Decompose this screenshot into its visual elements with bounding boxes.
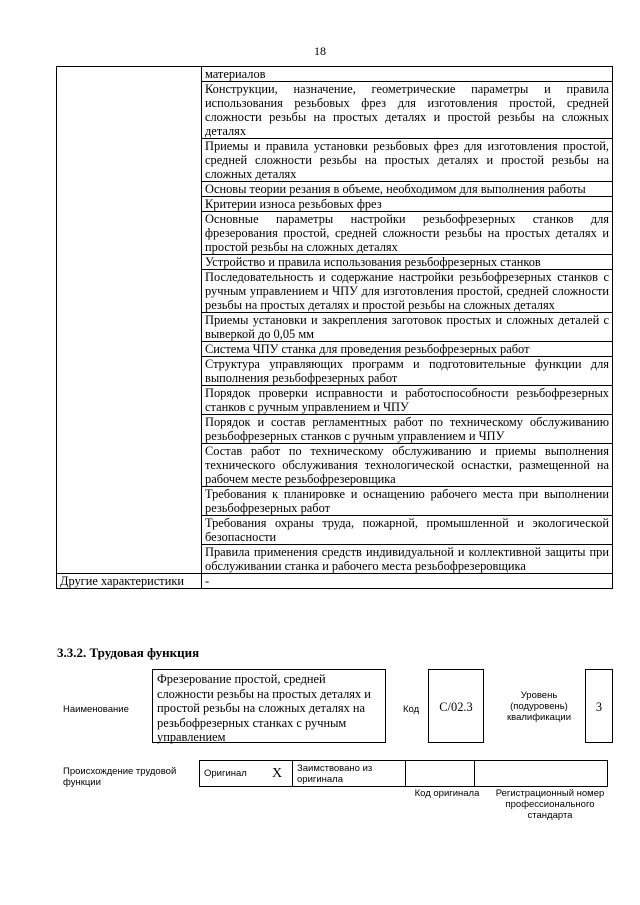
table-cell: Состав работ по техническому обслуживанию и приемы выполнения технического обслуживания технологической оснастки, размещенной на рабочем месте резьбофрезеровщика bbox=[202, 444, 613, 487]
original-label: Оригинал bbox=[200, 761, 263, 787]
table-row bbox=[200, 761, 608, 787]
table-row bbox=[57, 574, 613, 589]
origin-label: Происхождение трудовой функции bbox=[63, 766, 177, 788]
original-code-cell bbox=[406, 761, 475, 787]
code-value: С/02.3 bbox=[428, 669, 484, 743]
table-cell: Порядок проверки исправности и работоспособности резьбофрезерных станков с ручным управлением и ЧПУ bbox=[202, 386, 613, 415]
table-cell: Требования охраны труда, пожарной, промышленной и экологической безопасности bbox=[202, 516, 613, 545]
registration-number-cell bbox=[475, 761, 608, 787]
origin-table bbox=[199, 760, 608, 787]
table-cell: Структура управляющих программ и подготовительные функции для выполнения резьбофрезерных работ bbox=[202, 357, 613, 386]
original-mark: X bbox=[262, 761, 293, 787]
table-row bbox=[57, 67, 613, 82]
other-characteristics-label: Другие характеристики bbox=[57, 574, 202, 589]
code-label: Код bbox=[403, 704, 420, 715]
level-label: Уровень (подуровень) квалификации bbox=[506, 690, 572, 723]
table-cell: Правила применения средств индивидуальной и коллективной защиты при обслуживании станка и рабочего места резьбофрезеровщика bbox=[202, 545, 613, 574]
table-cell: Требования к планировке и оснащению рабочего места при выполнении резьбофрезерных работ bbox=[202, 487, 613, 516]
other-characteristics-value: - bbox=[202, 574, 613, 589]
section-title: 3.3.2. Трудовая функция bbox=[57, 645, 200, 660]
page-number: 18 bbox=[314, 44, 326, 58]
table-cell: Конструкции, назначение, геометрические параметры и правила использования резьбовых фрез для изготовления простой, средней сложности резьбы на простых деталях и простой резьбы на сложных деталях bbox=[202, 82, 613, 139]
table-cell: Порядок и состав регламентных работ по техническому обслуживанию резьбофрезерных станков с ручным управлением и ЧПУ bbox=[202, 415, 613, 444]
borrowed-label: Заимствовано из оригинала bbox=[293, 761, 406, 787]
name-label: Наименование bbox=[63, 704, 129, 715]
table-cell: Последовательность и содержание настройки резьбофрезерных станков с ручным управлением и ЧПУ для изготовления простой, средней сложности резьбы на простых деталях и простой резьбы на сложных деталях bbox=[202, 270, 613, 313]
table-cell: Основы теории резания в объеме, необходимом для выполнения работы bbox=[202, 182, 613, 197]
table-cell: Приемы и правила установки резьбовых фрез для изготовления простой, средней сложности резьбы на простых деталях и простой резьбы на сложных деталях bbox=[202, 139, 613, 182]
original-code-label: Код оригинала bbox=[414, 788, 480, 799]
table-cell: Система ЧПУ станка для проведения резьбофрезерных работ bbox=[202, 342, 613, 357]
table-cell: Основные параметры настройки резьбофрезерных станков для фрезерования простой, средней сложности резьбы на простых деталях и простой резьбы на сложных деталях bbox=[202, 212, 613, 255]
knowledge-table bbox=[56, 66, 613, 589]
table-left-cell bbox=[57, 67, 202, 574]
name-value: Фрезерование простой, средней сложности резьбы на простых деталях и простой резьбы на сложных деталях на резьбофрезерных станках с ручным управлением bbox=[152, 669, 386, 743]
level-value: 3 bbox=[585, 669, 613, 743]
registration-number-label: Регистрационный номер профессионального стандарта bbox=[495, 788, 605, 821]
table-cell: Устройство и правила использования резьбофрезерных станков bbox=[202, 255, 613, 270]
table-cell: Критерии износа резьбовых фрез bbox=[202, 197, 613, 212]
table-cell: материалов bbox=[202, 67, 613, 82]
table-cell: Приемы установки и закрепления заготовок простых и сложных деталей с выверкой до 0,05 мм bbox=[202, 313, 613, 342]
